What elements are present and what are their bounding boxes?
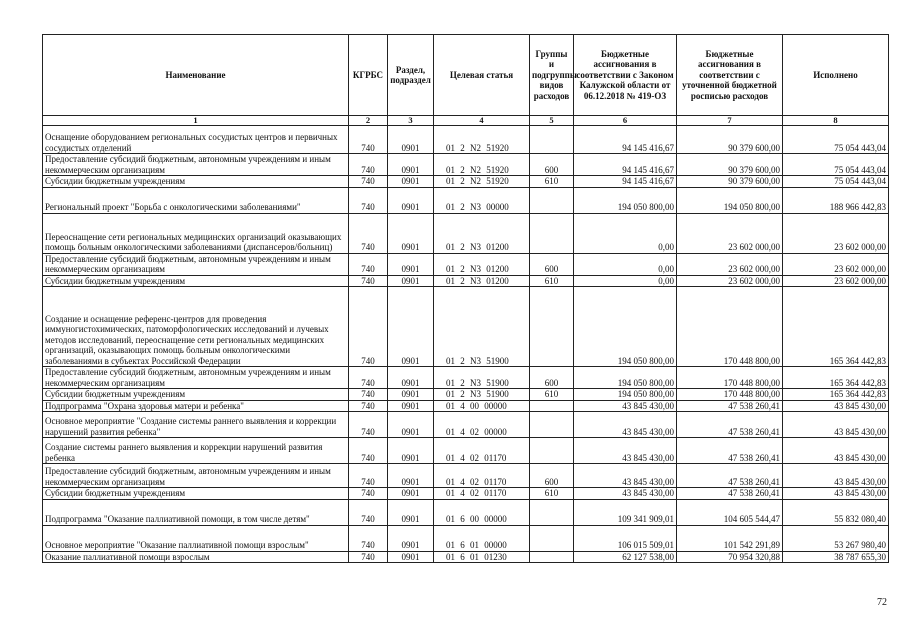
table-row: [43, 154, 889, 176]
row-target: 01 6 01 01230: [434, 551, 530, 563]
row-executed-amount: 75 054 443,04: [783, 126, 889, 154]
table-row: [43, 253, 889, 275]
column-number: 5: [530, 116, 574, 126]
row-group: 610: [530, 275, 574, 287]
row-kgrbs: 740: [349, 499, 388, 525]
row-plan-amount: 106 015 509,01: [574, 525, 677, 551]
row-name: Оказание паллиативной помощи взрослым: [43, 551, 349, 563]
row-kgrbs: 740: [349, 187, 388, 213]
table-row: [43, 176, 889, 188]
row-name: Предоставление субсидий бюджетным, автономным учреждениям и иным некоммерческим организациям: [43, 367, 349, 389]
column-number: 7: [677, 116, 783, 126]
row-executed-amount: 23 602 000,00: [783, 253, 889, 275]
row-target: 01 2 N3 00000: [434, 187, 530, 213]
row-group: [530, 287, 574, 367]
row-target: 01 4 02 01170: [434, 438, 530, 464]
row-group: 610: [530, 488, 574, 500]
row-executed-amount: 53 267 980,40: [783, 525, 889, 551]
row-plan-amount: 43 845 430,00: [574, 464, 677, 488]
table-row: [43, 551, 889, 563]
budget-table: [42, 34, 889, 563]
row-refined-amount: 170 448 800,00: [677, 389, 783, 401]
row-kgrbs: 740: [349, 488, 388, 500]
row-razdel: 0901: [388, 287, 434, 367]
table-row: [43, 187, 889, 213]
row-plan-amount: 94 145 416,67: [574, 126, 677, 154]
row-target: 01 4 00 00000: [434, 400, 530, 412]
row-plan-amount: 0,00: [574, 213, 677, 253]
row-kgrbs: 740: [349, 438, 388, 464]
row-refined-amount: 90 379 600,00: [677, 176, 783, 188]
row-kgrbs: 740: [349, 400, 388, 412]
row-executed-amount: 75 054 443,04: [783, 176, 889, 188]
row-refined-amount: 23 602 000,00: [677, 275, 783, 287]
table-row: [43, 367, 889, 389]
column-number: 4: [434, 116, 530, 126]
header-executed: Исполнено: [783, 35, 889, 116]
row-name: Региональный проект "Борьба с онкологическими заболеваниями": [43, 187, 349, 213]
table-row: [43, 464, 889, 488]
row-plan-amount: 194 050 800,00: [574, 389, 677, 401]
row-kgrbs: 740: [349, 412, 388, 438]
row-kgrbs: 740: [349, 275, 388, 287]
column-number: 2: [349, 116, 388, 126]
row-executed-amount: 38 787 655,30: [783, 551, 889, 563]
row-target: 01 2 N3 01200: [434, 253, 530, 275]
row-kgrbs: 740: [349, 176, 388, 188]
row-group: [530, 412, 574, 438]
row-name: Подпрограмма "Оказание паллиативной помощи, в том числе детям": [43, 499, 349, 525]
row-group: [530, 126, 574, 154]
table-row: [43, 499, 889, 525]
column-number-row: [43, 116, 889, 126]
row-name: Предоставление субсидий бюджетным, автономным учреждениям и иным некоммерческим организациям: [43, 464, 349, 488]
row-group: 610: [530, 176, 574, 188]
row-razdel: 0901: [388, 400, 434, 412]
row-name: Переоснащение сети региональных медицинских организаций оказывающих помощь больным онкологическими заболеваниями (диспансеров/больниц): [43, 213, 349, 253]
row-target: 01 6 00 00000: [434, 499, 530, 525]
header-target: Целевая статья: [434, 35, 530, 116]
row-kgrbs: 740: [349, 464, 388, 488]
row-plan-amount: 0,00: [574, 253, 677, 275]
row-target: 01 2 N3 51900: [434, 367, 530, 389]
row-refined-amount: 101 542 291,89: [677, 525, 783, 551]
row-group: [530, 499, 574, 525]
row-group: [530, 525, 574, 551]
row-plan-amount: 43 845 430,00: [574, 488, 677, 500]
row-refined-amount: 23 602 000,00: [677, 253, 783, 275]
row-group: [530, 400, 574, 412]
row-kgrbs: 740: [349, 213, 388, 253]
row-target: 01 2 N3 51900: [434, 389, 530, 401]
row-executed-amount: 23 602 000,00: [783, 213, 889, 253]
row-target: 01 2 N2 51920: [434, 126, 530, 154]
column-number: 8: [783, 116, 889, 126]
row-name: Субсидии бюджетным учреждениям: [43, 488, 349, 500]
row-refined-amount: 47 538 260,41: [677, 464, 783, 488]
row-name: Основное мероприятие "Оказание паллиативной помощи взрослым": [43, 525, 349, 551]
row-refined-amount: 47 538 260,41: [677, 488, 783, 500]
row-group: [530, 438, 574, 464]
row-razdel: 0901: [388, 126, 434, 154]
row-name: Предоставление субсидий бюджетным, автономным учреждениям и иным некоммерческим организациям: [43, 253, 349, 275]
table-row: [43, 412, 889, 438]
row-plan-amount: 194 050 800,00: [574, 287, 677, 367]
row-razdel: 0901: [388, 154, 434, 176]
row-razdel: 0901: [388, 464, 434, 488]
row-executed-amount: 43 845 430,00: [783, 412, 889, 438]
row-name: Создание и оснащение референс-центров для проведения иммуногистохимических, патоморфологических исследований и лучевых методов исследований, переоснащение сети региональных медицинских организаций, оказывающих помощь больным онкологическими заболеваниями в субъектах Российской Федерации: [43, 287, 349, 367]
row-executed-amount: 43 845 430,00: [783, 488, 889, 500]
row-razdel: 0901: [388, 176, 434, 188]
table-row: [43, 126, 889, 154]
row-name: Предоставление субсидий бюджетным, автономным учреждениям и иным некоммерческим организациям: [43, 154, 349, 176]
row-refined-amount: 194 050 800,00: [677, 187, 783, 213]
column-number: 3: [388, 116, 434, 126]
row-razdel: 0901: [388, 438, 434, 464]
row-razdel: 0901: [388, 488, 434, 500]
header-row: [43, 35, 889, 116]
row-kgrbs: 740: [349, 126, 388, 154]
row-target: 01 2 N2 51920: [434, 176, 530, 188]
row-razdel: 0901: [388, 213, 434, 253]
column-number: 1: [43, 116, 349, 126]
row-executed-amount: 165 364 442,83: [783, 287, 889, 367]
row-kgrbs: 740: [349, 367, 388, 389]
table-row: [43, 525, 889, 551]
row-name: Основное мероприятие "Создание системы раннего выявления и коррекции нарушений развития ребенка": [43, 412, 349, 438]
header-groups: Группы и подгруппы видов расходов: [530, 35, 574, 116]
row-name: Подпрограмма "Охрана здоровья матери и ребенка": [43, 400, 349, 412]
row-name: Оснащение оборудованием региональных сосудистых центров и первичных сосудистых отделений: [43, 126, 349, 154]
row-executed-amount: 165 364 442,83: [783, 367, 889, 389]
row-refined-amount: 23 602 000,00: [677, 213, 783, 253]
row-name: Субсидии бюджетным учреждениям: [43, 275, 349, 287]
table-row: [43, 438, 889, 464]
row-plan-amount: 94 145 416,67: [574, 176, 677, 188]
row-group: 610: [530, 389, 574, 401]
row-executed-amount: 188 966 442,83: [783, 187, 889, 213]
row-refined-amount: 170 448 800,00: [677, 287, 783, 367]
row-target: 01 2 N3 51900: [434, 287, 530, 367]
row-group: [530, 187, 574, 213]
row-refined-amount: 47 538 260,41: [677, 412, 783, 438]
row-target: 01 4 02 01170: [434, 464, 530, 488]
header-alloc-refined: Бюджетные ассигнования в соответствии с уточненной бюджетной росписью расходов: [677, 35, 783, 116]
table-row: [43, 400, 889, 412]
row-name: Субсидии бюджетным учреждениям: [43, 176, 349, 188]
row-kgrbs: 740: [349, 287, 388, 367]
header-kgrbs: КГРБС: [349, 35, 388, 116]
table-row: [43, 488, 889, 500]
page-number: 72: [877, 597, 887, 608]
row-refined-amount: 70 954 320,88: [677, 551, 783, 563]
row-executed-amount: 43 845 430,00: [783, 438, 889, 464]
row-name: Субсидии бюджетным учреждениям: [43, 389, 349, 401]
row-kgrbs: 740: [349, 154, 388, 176]
row-plan-amount: 109 341 909,01: [574, 499, 677, 525]
row-group: 600: [530, 464, 574, 488]
row-target: 01 2 N3 01200: [434, 213, 530, 253]
row-name: Создание системы раннего выявления и коррекции нарушений развития ребенка: [43, 438, 349, 464]
row-razdel: 0901: [388, 499, 434, 525]
row-razdel: 0901: [388, 253, 434, 275]
row-razdel: 0901: [388, 389, 434, 401]
table-row: [43, 275, 889, 287]
row-executed-amount: 55 832 080,40: [783, 499, 889, 525]
row-executed-amount: 23 602 000,00: [783, 275, 889, 287]
column-number: 6: [574, 116, 677, 126]
row-razdel: 0901: [388, 367, 434, 389]
row-plan-amount: 62 127 538,00: [574, 551, 677, 563]
row-executed-amount: 75 054 443,04: [783, 154, 889, 176]
header-alloc-law: Бюджетные ассигнования в соответствии с Законом Калужской области от 06.12.2018 № 419-ОЗ: [574, 35, 677, 116]
row-group: [530, 213, 574, 253]
row-razdel: 0901: [388, 525, 434, 551]
row-executed-amount: 43 845 430,00: [783, 400, 889, 412]
row-target: 01 4 02 01170: [434, 488, 530, 500]
row-refined-amount: 47 538 260,41: [677, 438, 783, 464]
row-kgrbs: 740: [349, 551, 388, 563]
row-executed-amount: 43 845 430,00: [783, 464, 889, 488]
row-plan-amount: 43 845 430,00: [574, 412, 677, 438]
row-group: 600: [530, 253, 574, 275]
row-plan-amount: 43 845 430,00: [574, 400, 677, 412]
row-refined-amount: 90 379 600,00: [677, 126, 783, 154]
row-refined-amount: 47 538 260,41: [677, 400, 783, 412]
row-target: 01 4 02 00000: [434, 412, 530, 438]
table-body: [43, 126, 889, 563]
row-target: 01 2 N2 51920: [434, 154, 530, 176]
table-row: [43, 287, 889, 367]
row-kgrbs: 740: [349, 253, 388, 275]
row-razdel: 0901: [388, 551, 434, 563]
table-row: [43, 389, 889, 401]
row-kgrbs: 740: [349, 389, 388, 401]
row-refined-amount: 90 379 600,00: [677, 154, 783, 176]
row-plan-amount: 94 145 416,67: [574, 154, 677, 176]
row-razdel: 0901: [388, 412, 434, 438]
row-plan-amount: 0,00: [574, 275, 677, 287]
row-kgrbs: 740: [349, 525, 388, 551]
row-razdel: 0901: [388, 187, 434, 213]
row-target: 01 6 01 00000: [434, 525, 530, 551]
table-row: [43, 213, 889, 253]
row-refined-amount: 104 605 544,47: [677, 499, 783, 525]
row-plan-amount: 194 050 800,00: [574, 187, 677, 213]
row-plan-amount: 194 050 800,00: [574, 367, 677, 389]
row-plan-amount: 43 845 430,00: [574, 438, 677, 464]
header-name: Наименование: [43, 35, 349, 116]
row-target: 01 2 N3 01200: [434, 275, 530, 287]
header-razdel: Раздел, подраздел: [388, 35, 434, 116]
row-refined-amount: 170 448 800,00: [677, 367, 783, 389]
row-group: [530, 551, 574, 563]
row-razdel: 0901: [388, 275, 434, 287]
row-executed-amount: 165 364 442,83: [783, 389, 889, 401]
row-group: 600: [530, 154, 574, 176]
row-group: 600: [530, 367, 574, 389]
